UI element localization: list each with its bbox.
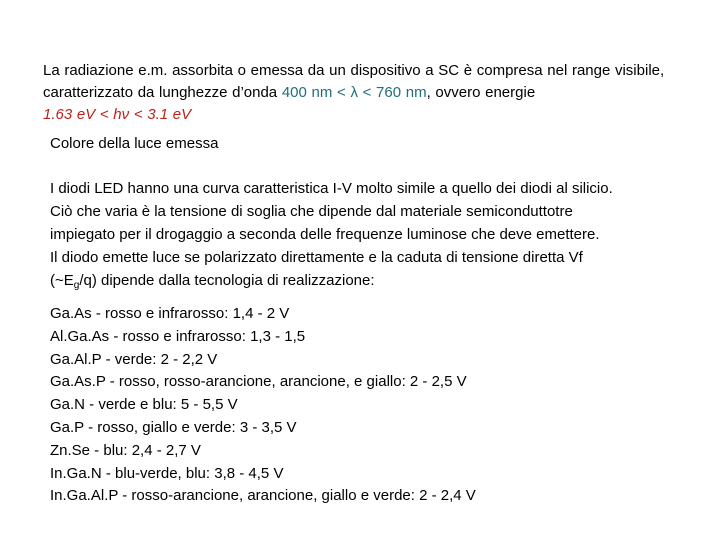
led-line-5	[50, 269, 700, 297]
led-line-3: impiegato per il drogaggio a seconda delle frequenze luminose che deve emettere.	[50, 226, 600, 243]
list-item: Zn.Se - blu: 2,4 - 2,7 V	[50, 441, 201, 459]
list-item: Ga.P - rosso, giallo e verde: 3 - 3,5 V	[50, 418, 297, 436]
list-item: Ga.As.P - rosso, rosso-arancione, arancione, e giallo: 2 - 2,5 V	[50, 373, 467, 391]
list-item: Ga.N - verde e blu: 5 - 5,5 V	[50, 396, 238, 414]
led-description	[50, 177, 700, 297]
intro-text-end: , ovvero energie	[426, 84, 536, 101]
list-item: In.Ga.N - blu-verde, blu: 3,8 - 4,5 V	[50, 464, 284, 482]
intro-paragraph	[43, 60, 683, 126]
led-line-1: I diodi LED hanno una curva caratteristica I-V molto simile a quello dei diodi al silicio.	[50, 180, 613, 197]
list-item: Ga.As - rosso e infrarosso: 1,4 - 2 V	[50, 305, 290, 322]
vf-prefix: (~E	[50, 272, 74, 289]
wavelength-range: 400 nm < λ < 760 nm	[281, 84, 427, 101]
energy-range: 1.63 eV < hν < 3.1 eV	[43, 106, 192, 123]
led-line-2: Ciò che varia è la tensione di soglia che dipende dal materiale semiconduttotre	[50, 203, 573, 220]
led-line-4: Il diodo emette luce se polarizzato direttamente e la caduta di tensione diretta Vf	[50, 249, 583, 266]
materials-list	[50, 303, 476, 508]
section-title: Colore della luce emessa	[50, 135, 219, 152]
vf-suffix: /q) dipende dalla tecnologia di realizzazione:	[79, 272, 375, 289]
intro-text: La radiazione e.m. assorbita o emessa da un dispositivo a SC è compresa nel range visibile, caratterizzato da lunghezze d’onda	[43, 62, 665, 101]
list-item: Ga.Al.P - verde: 2 - 2,2 V	[50, 350, 218, 368]
list-item: In.Ga.Al.P - rosso-arancione, arancione, giallo e verde: 2 - 2,4 V	[50, 487, 476, 505]
list-item: Al.Ga.As - rosso e infrarosso: 1,3 - 1,5	[50, 327, 306, 345]
eg-subscript: g	[73, 280, 80, 291]
